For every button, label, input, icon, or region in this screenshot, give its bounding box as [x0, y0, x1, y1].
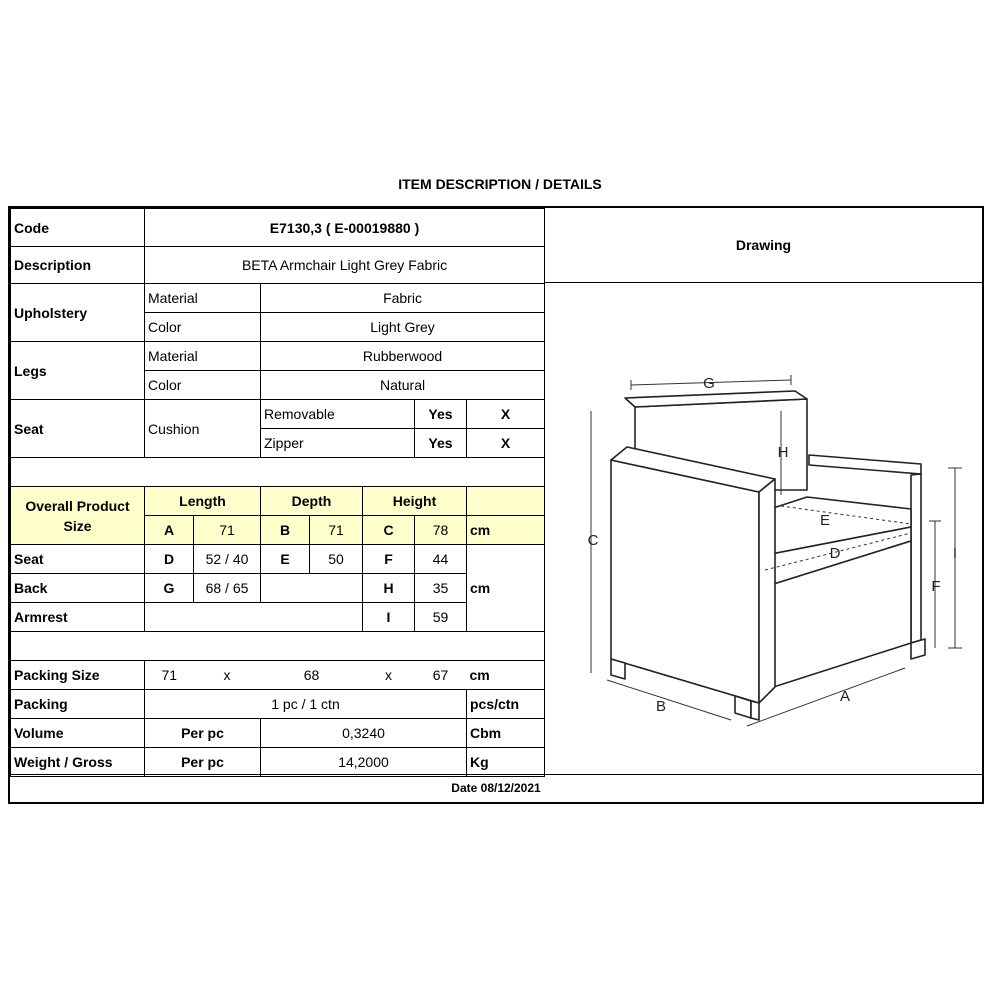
dim-label-g: G	[703, 375, 715, 392]
dim-d-value: 52 / 40	[194, 545, 261, 574]
packing-size-v2: 68	[261, 661, 363, 690]
weight-per: Per pc	[145, 748, 261, 777]
dim-i-label: I	[363, 603, 415, 632]
dim-label-a: A	[839, 688, 851, 705]
seat-dims-row	[11, 545, 545, 574]
seat-removable-row	[11, 400, 545, 429]
dim-h-value: 35	[415, 574, 467, 603]
spacer-row	[11, 458, 545, 487]
legs-material-label: Material	[145, 342, 261, 371]
legs-label: Legs	[11, 342, 145, 400]
back-dims-blank	[261, 574, 363, 603]
spacer-row-2	[11, 632, 545, 661]
weight-row	[11, 748, 545, 777]
dim-e-label: E	[261, 545, 310, 574]
overall-header-blank	[467, 487, 545, 516]
dim-d-label: D	[145, 545, 194, 574]
seat-info-label: Seat	[11, 400, 145, 458]
dim-i-value: 59	[415, 603, 467, 632]
dim-c-label: C	[363, 516, 415, 545]
armrest-dims-label: Armrest	[11, 603, 145, 632]
dim-label-c: C	[587, 532, 599, 549]
upholstery-label: Upholstery	[11, 284, 145, 342]
dims-unit: cm	[467, 545, 545, 632]
legs-material-value: Rubberwood	[261, 342, 545, 371]
volume-per: Per pc	[145, 719, 261, 748]
dim-a-value: 71	[194, 516, 261, 545]
dim-c-value: 78	[415, 516, 467, 545]
packing-size-v1: 71	[145, 661, 194, 690]
page-title: ITEM DESCRIPTION / DETAILS	[398, 176, 602, 192]
dim-label-e: E	[819, 512, 831, 529]
dim-label-d: D	[829, 545, 841, 562]
leg-front-left-side	[751, 701, 759, 720]
overall-header-row	[11, 487, 545, 516]
overall-unit: cm	[467, 516, 545, 545]
zipper-mark: X	[467, 429, 545, 458]
overall-size-label: Overall Product Size	[11, 487, 145, 545]
left-arm-front	[759, 479, 775, 703]
seat-dims-label: Seat	[11, 545, 145, 574]
length-label: Length	[145, 487, 261, 516]
packing-row	[11, 690, 545, 719]
weight-value: 14,2000	[261, 748, 467, 777]
zipper-value: Yes	[415, 429, 467, 458]
upholstery-material-label: Material	[145, 284, 261, 313]
description-value: BETA Armchair Light Grey Fabric	[145, 247, 545, 284]
packing-size-label: Packing Size	[11, 661, 145, 690]
weight-label: Weight / Gross	[11, 748, 145, 777]
dim-h-label: H	[363, 574, 415, 603]
drawing-title: Drawing	[544, 208, 982, 283]
packing-value: 1 pc / 1 ctn	[145, 690, 467, 719]
leg-front-right	[911, 639, 925, 659]
height-label: Height	[363, 487, 467, 516]
description-label: Description	[11, 247, 145, 284]
dim-a-label: A	[145, 516, 194, 545]
date-footer: Date 08/12/2021	[10, 774, 982, 802]
drawing-area	[544, 283, 982, 776]
dim-label-f: F	[931, 578, 941, 595]
legs-color-value: Natural	[261, 371, 545, 400]
packing-size-unit: cm	[467, 661, 545, 690]
packing-label: Packing	[11, 690, 145, 719]
legs-color-label: Color	[145, 371, 261, 400]
upholstery-color-value: Light Grey	[261, 313, 545, 342]
upholstery-material-value: Fabric	[261, 284, 545, 313]
zipper-label: Zipper	[261, 429, 415, 458]
left-arm-side	[611, 460, 759, 703]
volume-unit: Cbm	[467, 719, 545, 748]
packing-size-row	[11, 661, 545, 690]
code-value: E7130,3 ( E-00019880 )	[145, 209, 545, 247]
dim-e-value: 50	[310, 545, 363, 574]
right-arm-side	[911, 474, 921, 643]
armrest-dims-blank	[145, 603, 363, 632]
back-dims-label: Back	[11, 574, 145, 603]
weight-unit: Kg	[467, 748, 545, 777]
packing-unit: pcs/ctn	[467, 690, 545, 719]
packing-size-x2: x	[363, 661, 415, 690]
removable-mark: X	[467, 400, 545, 429]
leg-back-left	[611, 659, 625, 679]
dim-b-label: B	[261, 516, 310, 545]
dim-label-i: I	[952, 545, 958, 562]
volume-label: Volume	[11, 719, 145, 748]
dim-g-label: G	[145, 574, 194, 603]
cushion-label: Cushion	[145, 400, 261, 458]
legs-material-row	[11, 342, 545, 371]
volume-value: 0,3240	[261, 719, 467, 748]
armchair-drawing	[545, 283, 981, 776]
back-dims-row	[11, 574, 545, 603]
removable-label: Removable	[261, 400, 415, 429]
dim-f-value: 44	[415, 545, 467, 574]
upholstery-material-row	[11, 284, 545, 313]
description-row	[11, 247, 545, 284]
dim-g-value: 68 / 65	[194, 574, 261, 603]
dim-f-label: F	[363, 545, 415, 574]
spec-sheet	[8, 206, 984, 804]
removable-value: Yes	[415, 400, 467, 429]
dim-label-b: B	[655, 698, 667, 715]
code-row	[11, 209, 545, 247]
right-arm-top	[809, 455, 921, 474]
packing-size-v3: 67	[415, 661, 467, 690]
dim-b-value: 71	[310, 516, 363, 545]
upholstery-color-label: Color	[145, 313, 261, 342]
depth-label: Depth	[261, 487, 363, 516]
packing-size-x1: x	[194, 661, 261, 690]
spec-table	[10, 208, 545, 777]
code-label: Code	[11, 209, 145, 247]
volume-row	[11, 719, 545, 748]
armrest-dims-row	[11, 603, 545, 632]
dim-label-h: H	[777, 444, 789, 461]
